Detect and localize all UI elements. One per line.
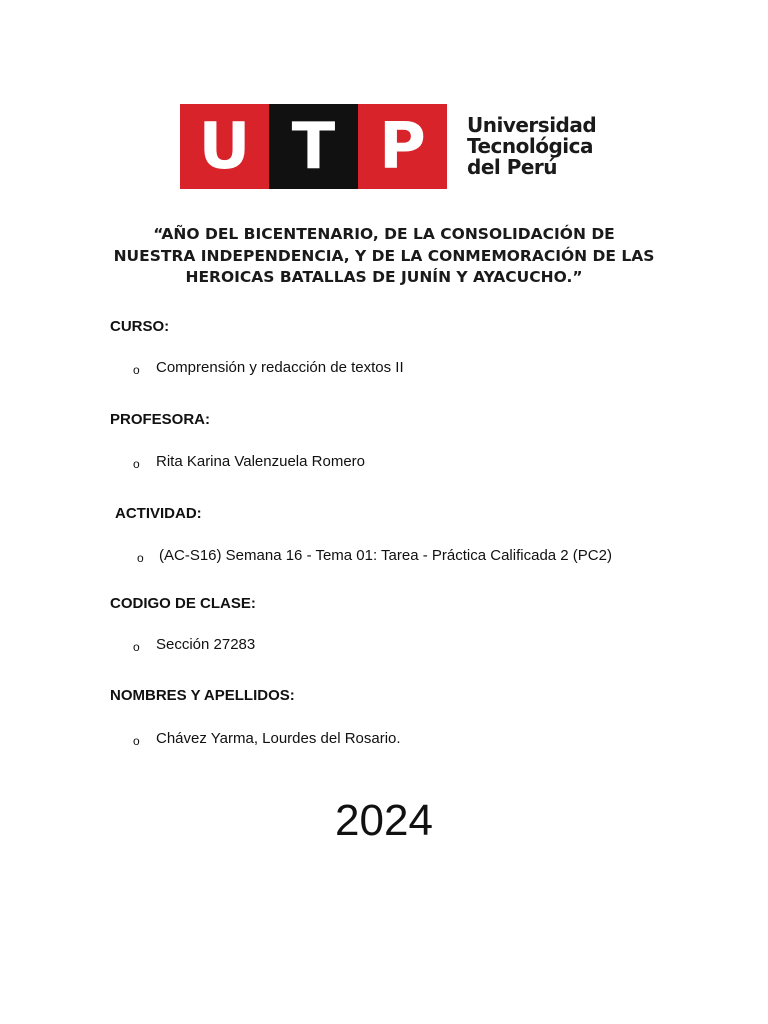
codigo-label: CODIGO DE CLASE: [110,595,256,612]
logo-letter-p: P [358,104,447,189]
logo-letter-u: U [180,104,269,189]
codigo-bullet: o [133,640,140,654]
curso-label: CURSO: [110,318,170,335]
year: 2024 [335,796,433,845]
logo-letter-t: T [269,104,358,189]
profesora-bullet: o [133,457,140,471]
logo-line-2: Tecnológica [467,134,594,158]
nombres-label: NOMBRES Y APELLIDOS: [110,687,295,704]
actividad-value: (AC-S16) Semana 16 - Tema 01: Tarea - Práctica Calificada 2 (PC2) [159,547,612,564]
curso-value: Comprensión y redacción de textos II [156,359,404,376]
logo-line-3: del Perú [467,155,558,179]
logo-line-1: Universidad [467,113,597,137]
year-motto-heading: “AÑO DEL BICENTENARIO, DE LA CONSOLIDACIÓN DE NUESTRA INDEPENDENCIA, Y DE LA CONMEMORACIÓN DE LAS HEROICAS BATALLAS DE JUNÍN Y AYACUCHO.” [113,225,655,286]
actividad-bullet: o [137,551,144,565]
codigo-value: Sección 27283 [156,636,256,653]
nombres-bullet: o [133,734,140,748]
profesora-label: PROFESORA: [110,411,211,428]
utp-logo [180,104,597,189]
logo-wordmark [467,115,596,178]
profesora-value: Rita Karina Valenzuela Romero [156,453,365,470]
actividad-label: ACTIVIDAD: [115,505,202,522]
nombres-value: Chávez Yarma, Lourdes del Rosario. [156,730,401,747]
curso-bullet: o [133,363,140,377]
